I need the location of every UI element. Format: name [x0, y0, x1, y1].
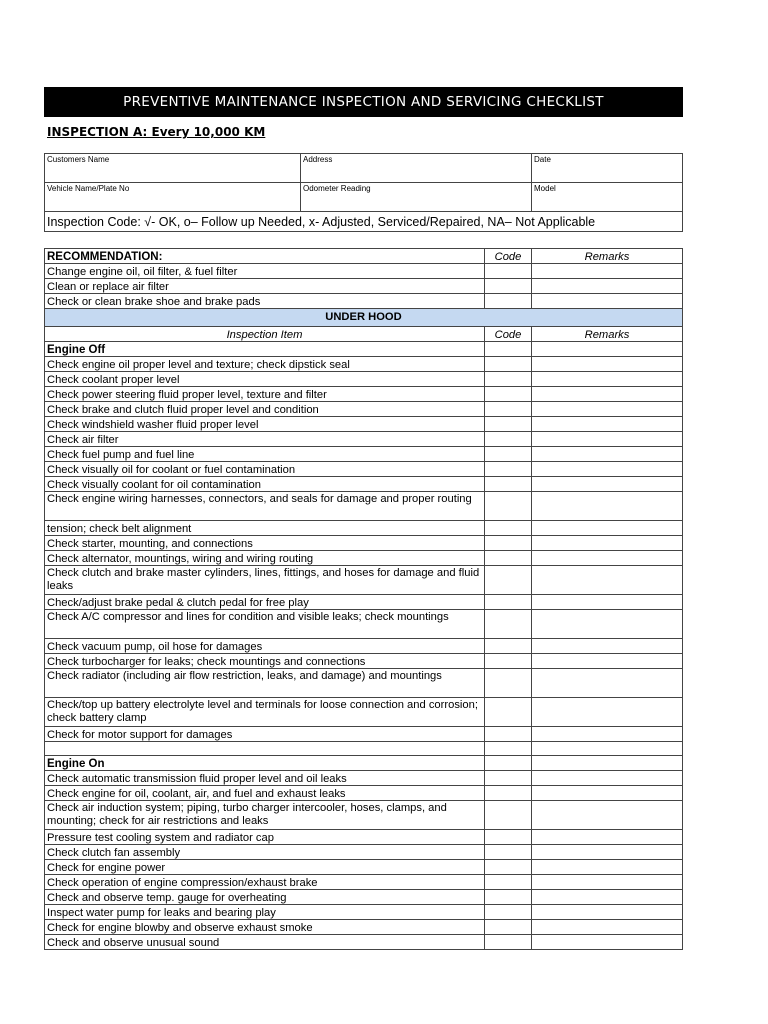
remarks-cell[interactable] — [532, 387, 683, 402]
recommendation-header-row — [45, 249, 683, 264]
inspection-item: Inspect water pump for leaks and bearing play — [45, 905, 485, 920]
remarks-cell[interactable] — [532, 654, 683, 669]
blank-cell — [45, 742, 485, 756]
table-row — [45, 264, 683, 279]
inspection-item: Check air filter — [45, 432, 485, 447]
remarks-cell[interactable] — [532, 920, 683, 935]
code-cell[interactable] — [485, 669, 532, 698]
inspection-item: Clean or replace air filter — [45, 279, 485, 294]
code-cell[interactable] — [485, 462, 532, 477]
inspection-item: Check or clean brake shoe and brake pads — [45, 294, 485, 309]
inspection-item: Check and observe unusual sound — [45, 935, 485, 950]
table-row — [45, 536, 683, 551]
address-field[interactable]: Address — [301, 154, 532, 183]
inspection-item: Check turbocharger for leaks; check mountings and connections — [45, 654, 485, 669]
code-cell[interactable] — [485, 279, 532, 294]
inspection-item: Check operation of engine compression/exhaust brake — [45, 875, 485, 890]
inspection-item: Check for motor support for damages — [45, 727, 485, 742]
under-hood-section-title: UNDER HOOD — [45, 309, 683, 327]
table-row — [45, 698, 683, 727]
inspection-item: tension; check belt alignment — [45, 521, 485, 536]
code-cell[interactable] — [485, 727, 532, 742]
vehicle-field[interactable]: Vehicle Name/Plate No — [45, 183, 301, 212]
code-cell[interactable] — [485, 610, 532, 639]
table-row — [45, 387, 683, 402]
remarks-cell[interactable] — [532, 294, 683, 309]
inspection-item-column-header: Inspection Item — [45, 327, 485, 342]
code-cell[interactable] — [485, 830, 532, 845]
code-cell[interactable] — [485, 875, 532, 890]
table-row — [45, 727, 683, 742]
code-cell[interactable] — [485, 786, 532, 801]
remarks-cell[interactable] — [532, 264, 683, 279]
remarks-cell[interactable] — [532, 845, 683, 860]
blank-cell — [485, 742, 532, 756]
inspection-item: Check/top up battery electrolyte level and terminals for loose connection and corrosion; check battery clamp — [45, 698, 485, 727]
inspection-item: Check engine wiring harnesses, connectors, and seals for damage and proper routing — [45, 492, 485, 521]
remarks-cell[interactable] — [532, 771, 683, 786]
table-row — [45, 551, 683, 566]
inspection-item: Check alternator, mountings, wiring and wiring routing — [45, 551, 485, 566]
table-row — [45, 905, 683, 920]
code-cell[interactable] — [485, 845, 532, 860]
remarks-cell[interactable] — [532, 566, 683, 595]
code-column-header: Code — [485, 327, 532, 342]
remarks-cell[interactable] — [532, 727, 683, 742]
date-field[interactable]: Date — [532, 154, 683, 183]
code-cell[interactable] — [485, 935, 532, 950]
remarks-cell[interactable] — [532, 551, 683, 566]
inspection-item: Check starter, mounting, and connections — [45, 536, 485, 551]
table-row — [45, 447, 683, 462]
code-cell[interactable] — [485, 357, 532, 372]
column-header-row — [45, 327, 683, 342]
remarks-cell[interactable] — [532, 610, 683, 639]
blank-cell — [532, 742, 683, 756]
inspection-item: Check clutch and brake master cylinders, lines, fittings, and hoses for damage and fluid leaks — [45, 566, 485, 595]
remarks-column-header: Remarks — [532, 249, 683, 264]
table-row — [45, 294, 683, 309]
table-row — [45, 279, 683, 294]
table-row — [45, 830, 683, 845]
engine-on-heading-row — [45, 756, 683, 771]
code-cell[interactable] — [485, 536, 532, 551]
remarks-cell[interactable] — [532, 698, 683, 727]
table-row — [45, 610, 683, 639]
remarks-cell[interactable] — [532, 279, 683, 294]
remarks-cell[interactable] — [532, 875, 683, 890]
code-cell[interactable] — [485, 417, 532, 432]
inspection-item: Check engine for oil, coolant, air, and fuel and exhaust leaks — [45, 786, 485, 801]
inspection-item: Check A/C compressor and lines for condition and visible leaks; check mountings — [45, 610, 485, 639]
code-cell[interactable] — [485, 294, 532, 309]
remarks-cell[interactable] — [532, 860, 683, 875]
table-row — [45, 492, 683, 521]
table-row — [45, 432, 683, 447]
table-row — [45, 845, 683, 860]
table-row — [45, 417, 683, 432]
code-cell[interactable] — [485, 264, 532, 279]
table-row — [45, 639, 683, 654]
remarks-cell[interactable] — [532, 935, 683, 950]
table-row — [45, 654, 683, 669]
inspection-item: Check engine oil proper level and texture; check dipstick seal — [45, 357, 485, 372]
code-cell[interactable] — [485, 920, 532, 935]
remarks-cell[interactable] — [532, 890, 683, 905]
code-cell[interactable] — [485, 402, 532, 417]
table-row — [45, 860, 683, 875]
remarks-cell[interactable] — [532, 477, 683, 492]
checklist-table — [44, 248, 683, 950]
remarks-cell[interactable] — [532, 786, 683, 801]
table-row — [45, 875, 683, 890]
inspection-item: Check coolant proper level — [45, 372, 485, 387]
inspection-item: Check visually coolant for oil contamination — [45, 477, 485, 492]
code-cell[interactable] — [485, 905, 532, 920]
page-title: PREVENTIVE MAINTENANCE INSPECTION AND SERVICING CHECKLIST — [44, 87, 683, 117]
remarks-column-header: Remarks — [532, 327, 683, 342]
inspection-item: Check for engine power — [45, 860, 485, 875]
code-cell[interactable] — [485, 756, 532, 771]
table-row — [45, 521, 683, 536]
inspection-item: Check and observe temp. gauge for overheating — [45, 890, 485, 905]
inspection-item: Check/adjust brake pedal & clutch pedal for free play — [45, 595, 485, 610]
remarks-cell[interactable] — [532, 432, 683, 447]
table-row — [45, 477, 683, 492]
code-cell[interactable] — [485, 447, 532, 462]
code-cell[interactable] — [485, 698, 532, 727]
table-row — [45, 372, 683, 387]
code-cell[interactable] — [485, 639, 532, 654]
table-row — [45, 801, 683, 830]
remarks-cell[interactable] — [532, 357, 683, 372]
inspection-item: Check fuel pump and fuel line — [45, 447, 485, 462]
code-column-header: Code — [485, 249, 532, 264]
remarks-cell[interactable] — [532, 639, 683, 654]
inspection-item: Change engine oil, oil filter, & fuel filter — [45, 264, 485, 279]
code-cell[interactable] — [485, 595, 532, 610]
engine-off-heading-row — [45, 342, 683, 357]
remarks-cell[interactable] — [532, 402, 683, 417]
recommendation-heading: RECOMMENDATION: — [45, 249, 485, 264]
table-row — [45, 595, 683, 610]
code-cell[interactable] — [485, 860, 532, 875]
remarks-cell[interactable] — [532, 801, 683, 830]
code-cell[interactable] — [485, 432, 532, 447]
inspection-item: Check vacuum pump, oil hose for damages — [45, 639, 485, 654]
table-row — [45, 935, 683, 950]
inspection-item: Check brake and clutch fluid proper level and condition — [45, 402, 485, 417]
table-row — [45, 357, 683, 372]
remarks-cell[interactable] — [532, 417, 683, 432]
inspection-code-legend: Inspection Code: √- OK, o– Follow up Needed, x- Adjusted, Serviced/Repaired, NA– Not Applicable — [45, 212, 683, 232]
model-field[interactable]: Model — [532, 183, 683, 212]
inspection-interval-heading: INSPECTION A: Every 10,000 KM — [47, 125, 266, 139]
remarks-cell[interactable] — [532, 372, 683, 387]
table-row — [45, 890, 683, 905]
odometer-field[interactable]: Odometer Reading — [301, 183, 532, 212]
table-row — [45, 920, 683, 935]
code-cell[interactable] — [485, 521, 532, 536]
code-cell[interactable] — [485, 372, 532, 387]
code-cell[interactable] — [485, 890, 532, 905]
remarks-cell[interactable] — [532, 830, 683, 845]
code-cell[interactable] — [485, 551, 532, 566]
remarks-cell[interactable] — [532, 595, 683, 610]
code-cell[interactable] — [485, 566, 532, 595]
code-cell[interactable] — [485, 654, 532, 669]
code-cell[interactable] — [485, 342, 532, 357]
inspection-item: Check windshield washer fluid proper level — [45, 417, 485, 432]
inspection-item: Check power steering fluid proper level, texture and filter — [45, 387, 485, 402]
code-cell[interactable] — [485, 492, 532, 521]
engine-off-heading: Engine Off — [45, 342, 485, 357]
remarks-cell[interactable] — [532, 342, 683, 357]
customer-info-table — [44, 153, 683, 232]
remarks-cell[interactable] — [532, 669, 683, 698]
engine-on-heading: Engine On — [45, 756, 485, 771]
table-row — [45, 669, 683, 698]
remarks-cell[interactable] — [532, 521, 683, 536]
remarks-cell[interactable] — [532, 536, 683, 551]
remarks-cell[interactable] — [532, 905, 683, 920]
table-row — [45, 462, 683, 477]
code-cell[interactable] — [485, 771, 532, 786]
code-cell[interactable] — [485, 801, 532, 830]
code-cell[interactable] — [485, 477, 532, 492]
inspection-item: Check visually oil for coolant or fuel contamination — [45, 462, 485, 477]
inspection-item: Check radiator (including air flow restriction, leaks, and damage) and mountings — [45, 669, 485, 698]
table-row — [45, 786, 683, 801]
inspection-item: Check automatic transmission fluid proper level and oil leaks — [45, 771, 485, 786]
spacer-row — [45, 742, 683, 756]
inspection-item: Check air induction system; piping, turbo charger intercooler, hoses, clamps, and mounting; check for air restrictions and leaks — [45, 801, 485, 830]
remarks-cell[interactable] — [532, 462, 683, 477]
inspection-item: Check for engine blowby and observe exhaust smoke — [45, 920, 485, 935]
remarks-cell[interactable] — [532, 492, 683, 521]
inspection-item: Check clutch fan assembly — [45, 845, 485, 860]
customers-name-field[interactable]: Customers Name — [45, 154, 301, 183]
code-cell[interactable] — [485, 387, 532, 402]
inspection-item: Pressure test cooling system and radiator cap — [45, 830, 485, 845]
table-row — [45, 566, 683, 595]
remarks-cell[interactable] — [532, 756, 683, 771]
table-row — [45, 771, 683, 786]
table-row — [45, 402, 683, 417]
under-hood-section-row — [45, 309, 683, 327]
remarks-cell[interactable] — [532, 447, 683, 462]
